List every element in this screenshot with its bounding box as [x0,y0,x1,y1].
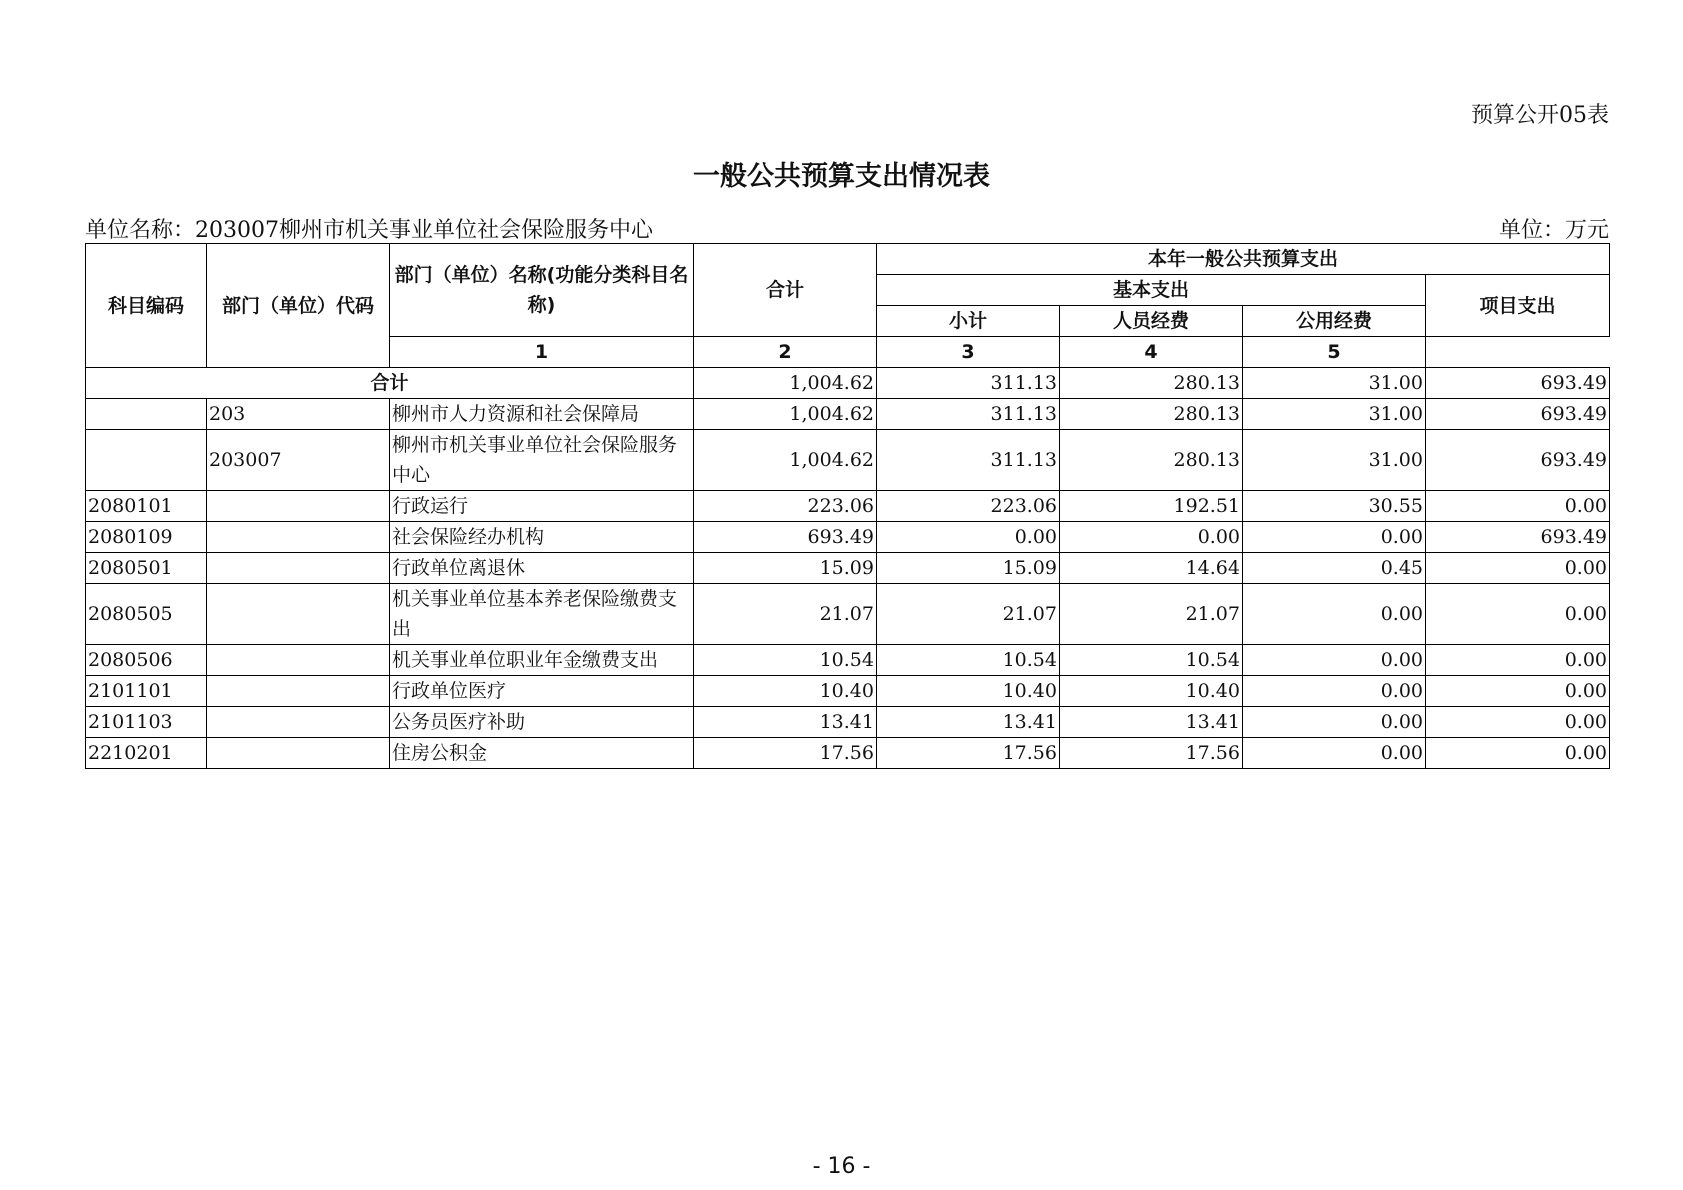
header-subtotal: 小计 [877,306,1060,337]
value-cell: 0.00 [1243,584,1426,645]
dept-code-cell [207,584,390,645]
value-cell: 0.00 [1426,738,1610,769]
dept-name-cell: 机关事业单位职业年金缴费支出 [390,645,694,676]
subject-code-cell: 2080506 [86,645,207,676]
header-subject-code: 科目编码 [86,244,207,368]
header-col-5: 5 [1243,337,1426,368]
value-cell: 0.00 [1243,738,1426,769]
dept-code-cell [207,707,390,738]
dept-code-cell [207,738,390,769]
total-value: 693.49 [1426,368,1610,399]
subject-code-cell: 2080501 [86,553,207,584]
value-cell: 0.00 [1243,707,1426,738]
dept-code-cell [207,553,390,584]
table-row [86,522,1610,553]
unit-name: 单位名称：203007柳州市机关事业单位社会保险服务中心 [85,218,653,243]
header-col-3: 3 [877,337,1060,368]
value-cell: 0.00 [1060,522,1243,553]
subject-code-cell [86,399,207,430]
value-cell: 223.06 [694,491,877,522]
value-cell: 17.56 [877,738,1060,769]
header-public: 公用经费 [1243,306,1426,337]
value-cell: 17.56 [1060,738,1243,769]
total-value: 1,004.62 [694,368,877,399]
value-cell: 280.13 [1060,399,1243,430]
value-cell: 280.13 [1060,430,1243,491]
header-col-2: 2 [694,337,877,368]
value-cell: 0.00 [877,522,1060,553]
value-cell: 0.00 [1243,676,1426,707]
value-cell: 693.49 [694,522,877,553]
value-cell: 21.07 [1060,584,1243,645]
header-current-year: 本年一般公共预算支出 [877,244,1610,275]
value-cell: 0.00 [1426,553,1610,584]
form-number: 预算公开05表 [1471,103,1609,128]
value-cell: 10.40 [694,676,877,707]
dept-name-cell: 柳州市机关事业单位社会保险服务中心 [390,430,694,491]
table-row [86,584,1610,645]
value-cell: 0.00 [1243,522,1426,553]
table-row [86,707,1610,738]
value-cell: 13.41 [694,707,877,738]
table-row [86,399,1610,430]
table-row [86,553,1610,584]
header-dept-name: 部门（单位）名称(功能分类科目名称) [390,244,694,337]
value-cell: 10.40 [1060,676,1243,707]
header-personnel: 人员经费 [1060,306,1243,337]
value-cell: 21.07 [877,584,1060,645]
table-header [86,244,1610,368]
value-cell: 311.13 [877,399,1060,430]
value-cell: 223.06 [877,491,1060,522]
dept-name-cell: 行政运行 [390,491,694,522]
dept-name-cell: 社会保险经办机构 [390,522,694,553]
dept-code-cell [207,676,390,707]
subject-code-cell: 2080109 [86,522,207,553]
value-cell: 13.41 [877,707,1060,738]
value-cell: 0.00 [1243,645,1426,676]
value-cell: 1,004.62 [694,399,877,430]
dept-name-cell: 柳州市人力资源和社会保障局 [390,399,694,430]
dept-name-cell: 行政单位离退休 [390,553,694,584]
value-cell: 693.49 [1426,399,1610,430]
total-value: 311.13 [877,368,1060,399]
unit-measure: 单位：万元 [1498,218,1609,243]
header-col-4: 4 [1060,337,1243,368]
page-number: - 16 - [812,1154,871,1179]
value-cell: 10.54 [1060,645,1243,676]
value-cell: 10.54 [877,645,1060,676]
value-cell: 21.07 [694,584,877,645]
value-cell: 311.13 [877,430,1060,491]
value-cell: 31.00 [1243,399,1426,430]
dept-name-cell: 机关事业单位基本养老保险缴费支出 [390,584,694,645]
header-project: 项目支出 [1426,275,1610,337]
subject-code-cell: 2101103 [86,707,207,738]
value-cell: 1,004.62 [694,430,877,491]
value-cell: 0.45 [1243,553,1426,584]
header-basic: 基本支出 [877,275,1426,306]
value-cell: 693.49 [1426,522,1610,553]
value-cell: 693.49 [1426,430,1610,491]
value-cell: 15.09 [694,553,877,584]
subject-code-cell: 2101101 [86,676,207,707]
header-col-1: 1 [390,337,694,368]
table-row-total [86,368,1610,399]
value-cell: 31.00 [1243,430,1426,491]
value-cell: 30.55 [1243,491,1426,522]
dept-code-cell: 203007 [207,430,390,491]
subject-code-cell: 2080505 [86,584,207,645]
dept-name-cell: 行政单位医疗 [390,676,694,707]
value-cell: 10.40 [877,676,1060,707]
value-cell: 0.00 [1426,491,1610,522]
header-total: 合计 [694,244,877,337]
table-body [86,368,1610,769]
value-cell: 17.56 [694,738,877,769]
subject-code-cell: 2210201 [86,738,207,769]
table-row [86,676,1610,707]
budget-table [85,243,1610,769]
page-title: 一般公共预算支出情况表 [693,161,990,192]
value-cell: 10.54 [694,645,877,676]
table-row [86,738,1610,769]
unit-info-line [85,213,1609,241]
value-cell: 0.00 [1426,707,1610,738]
dept-code-cell [207,522,390,553]
table-row [86,430,1610,491]
total-value: 31.00 [1243,368,1426,399]
total-value: 280.13 [1060,368,1243,399]
value-cell: 0.00 [1426,584,1610,645]
value-cell: 192.51 [1060,491,1243,522]
table-row [86,645,1610,676]
table-row [86,491,1610,522]
value-cell: 14.64 [1060,553,1243,584]
value-cell: 0.00 [1426,645,1610,676]
value-cell: 15.09 [877,553,1060,584]
total-label: 合计 [86,368,694,399]
header-dept-code: 部门（单位）代码 [207,244,390,368]
dept-code-cell: 203 [207,399,390,430]
dept-code-cell [207,491,390,522]
dept-name-cell: 公务员医疗补助 [390,707,694,738]
dept-name-cell: 住房公积金 [390,738,694,769]
value-cell: 0.00 [1426,676,1610,707]
dept-code-cell [207,645,390,676]
value-cell: 13.41 [1060,707,1243,738]
subject-code-cell: 2080101 [86,491,207,522]
subject-code-cell [86,430,207,491]
